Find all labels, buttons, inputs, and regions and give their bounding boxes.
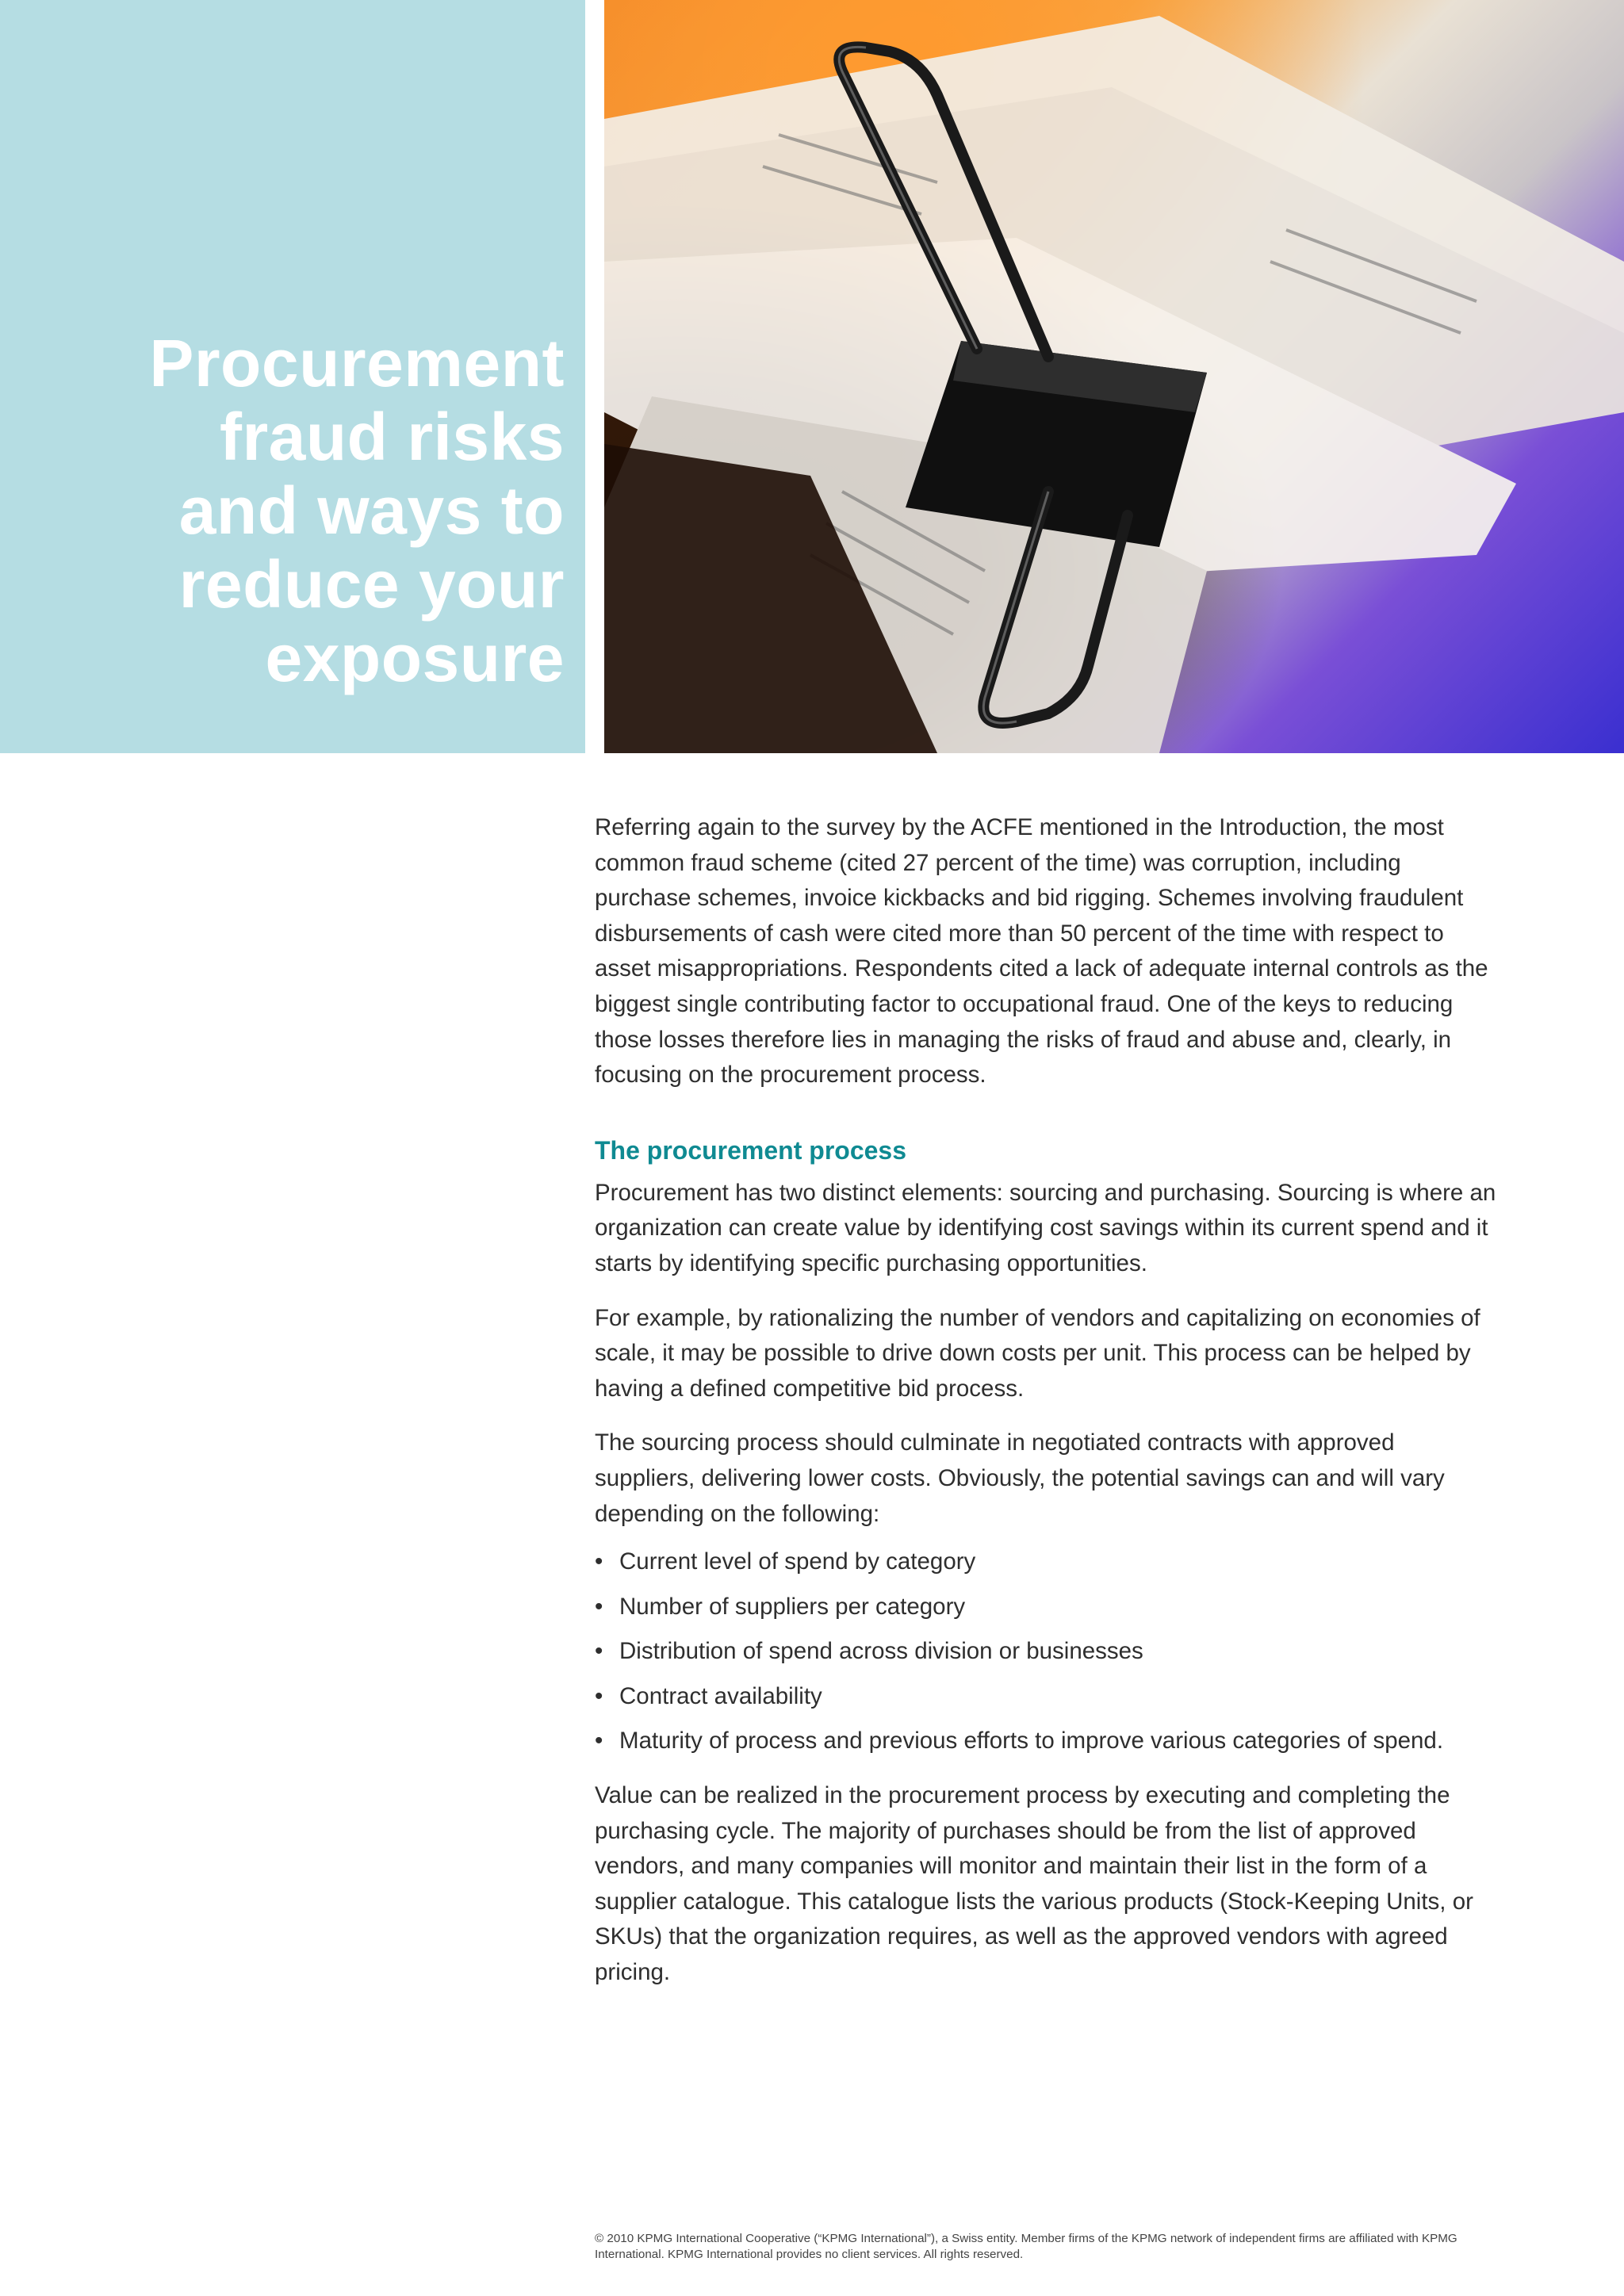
bullet-icon: • bbox=[595, 1682, 603, 1709]
list-item-text: Current level of spend by category bbox=[619, 1548, 976, 1575]
list-item-text: Contract availability bbox=[619, 1682, 822, 1709]
page-title: Procurement fraud risks and ways to reduce your exposure bbox=[149, 326, 565, 695]
list-item bbox=[595, 1634, 1499, 1670]
list-item bbox=[595, 1724, 1499, 1759]
bullet-icon: • bbox=[595, 1728, 603, 1755]
copyright-footer: © 2010 KPMG International Cooperative (“KPMG International”), a Swiss entity. Member firms of the KPMG network of independent firms are affiliated with KPMG International. KPMG International provides no client services. All rights reserved. bbox=[595, 2232, 1457, 2261]
closing-paragraph: Value can be realized in the procurement process by executing and completing the purchasing cycle. The majority of purchases should be from the list of approved vendors, and many companies will monitor and maintain their list in the form of a supplier catalogue. This catalogue lists the various products (Stock-Keeping Units, or SKUs) that the organization requires, as well as the approved vendors with agreed pricing. bbox=[595, 1782, 1473, 1986]
list-item bbox=[595, 1544, 1499, 1580]
intro-paragraph: Referring again to the survey by the ACFE mentioned in the Introduction, the most common fraud scheme (cited 27 percent of the time) was corruption, including purchase schemes, invoice kickbacks and bid rigging. Schemes involving fraudulent disbursements of cash were cited more than 50 percent of the time with respect to asset misappropriations. Respondents cited a lack of adequate internal controls as the biggest single contributing factor to occupational fraud. One of the keys to reducing those losses therefore lies in managing the risks of fraud and abuse and, clearly, in focusing on the procurement process. bbox=[595, 814, 1488, 1089]
list-item-text: Distribution of spend across division or businesses bbox=[619, 1638, 1143, 1665]
title-panel bbox=[0, 0, 585, 753]
list-item-text: Maturity of process and previous efforts to improve various categories of spend. bbox=[619, 1728, 1444, 1755]
section-paragraph: For example, by rationalizing the number of vendors and capitalizing on economies of scale, it may be possible to drive down costs per unit. This process can be helped by having a defined competitive bid process. bbox=[595, 1304, 1480, 1402]
bullet-icon: • bbox=[595, 1638, 603, 1665]
photo-illustration bbox=[604, 0, 1624, 753]
list-item-text: Number of suppliers per category bbox=[619, 1593, 966, 1620]
bullet-icon: • bbox=[595, 1593, 603, 1620]
bullet-icon: • bbox=[595, 1548, 603, 1575]
section-paragraph: Procurement has two distinct elements: sourcing and purchasing. Sourcing is where an organization can create value by identifying cost savings within its current spend and it starts by identifying specific purchasing opportunities. bbox=[595, 1179, 1496, 1276]
binder-clip-invoices-photo bbox=[604, 0, 1624, 753]
list-item bbox=[595, 1679, 1499, 1715]
list-item bbox=[595, 1590, 1499, 1625]
section-heading: The procurement process bbox=[595, 1135, 906, 1165]
article-body bbox=[595, 810, 1499, 2010]
spend-factors-list bbox=[595, 1544, 1499, 1759]
section-paragraph: The sourcing process should culminate in negotiated contracts with approved suppliers, delivering lower costs. Obviously, the potential savings can and will vary depending on the following: bbox=[595, 1429, 1445, 1527]
